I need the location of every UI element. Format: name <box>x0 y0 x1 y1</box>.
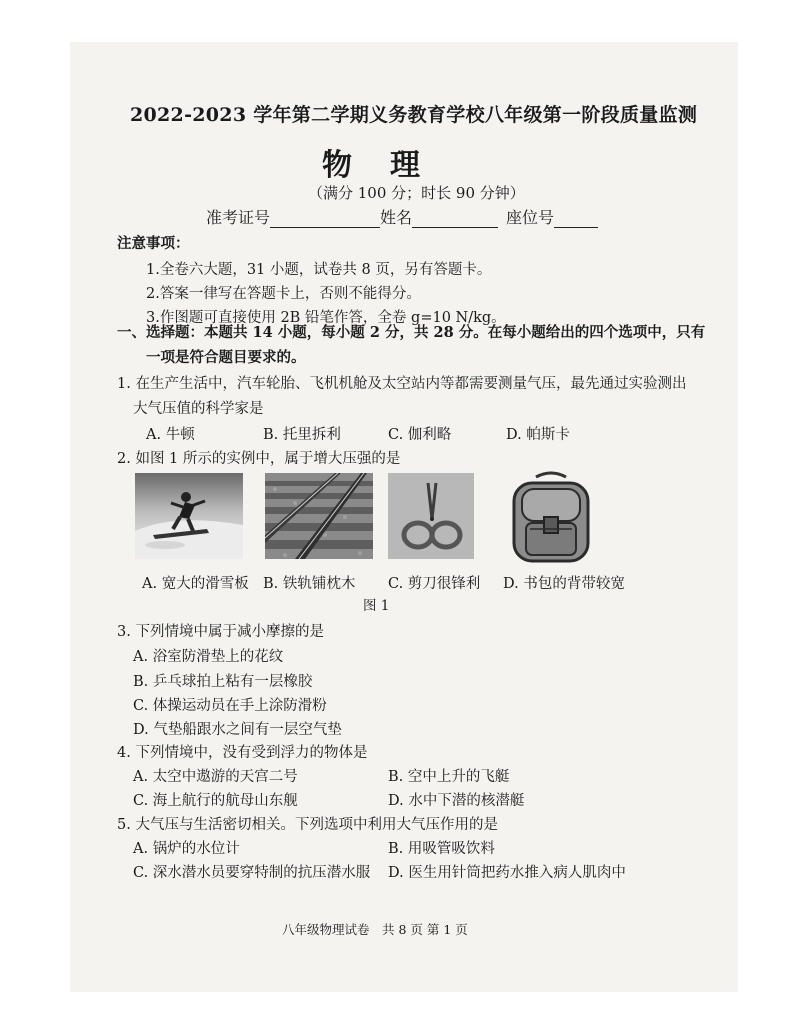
snowboard-image <box>135 473 243 559</box>
q4-option-a: A. 太空中遨游的天宫二号 <box>133 769 298 785</box>
q2-option-c: C. 剪刀很锋利 <box>388 576 481 592</box>
q2-option-a: A. 宽大的滑雪板 <box>142 576 249 592</box>
name-field <box>380 205 498 228</box>
seat-label: 座位号 <box>506 208 555 227</box>
question-3-stem: 3. 下列情境中属于减小摩擦的是 <box>117 624 324 640</box>
backpack-image <box>506 471 596 563</box>
scissors-image <box>388 473 474 559</box>
q2-option-b: B. 铁轨铺枕木 <box>263 576 356 592</box>
exam-title: 2022-2023 学年第二学期义务教育学校八年级第一阶段质量监测 <box>130 104 698 126</box>
notice-item: 2.答案一律写在答题卡上，否则不能得分。 <box>146 286 421 302</box>
q4-option-b: B. 空中上升的飞艇 <box>388 769 510 785</box>
q3-option-d: D. 气垫船跟水之间有一层空气垫 <box>133 722 342 738</box>
question-2-stem: 2. 如图 1 所示的实例中，属于增大压强的是 <box>117 451 401 467</box>
seat-blank <box>554 211 598 228</box>
q5-option-b: B. 用吸管吸饮料 <box>388 841 495 857</box>
question-4-stem: 4. 下列情境中，没有受到浮力的物体是 <box>117 745 368 761</box>
admission-number-label: 准考证号 <box>206 208 271 227</box>
admission-number-blank <box>270 211 380 228</box>
section-heading: 一、选择题：本题共 14 小题，每小题 2 分，共 28 分。在每小题给出的四个选项中，只有 <box>117 324 706 341</box>
question-1-stem: 1. 在生产生活中，汽车轮胎、飞机机舱及太空站内等都需要测量气压，最先通过实验测出 <box>117 376 687 392</box>
full-mark-note: （满分 100 分；时长 90 分钟） <box>308 184 525 202</box>
admission-number-field <box>206 205 380 228</box>
subject-title: 物理 <box>322 148 458 183</box>
railway-sleepers-image <box>265 473 373 559</box>
notice-heading: 注意事项： <box>117 235 190 252</box>
figure-caption: 图 1 <box>363 598 390 614</box>
section-heading-cont: 一项是符合题目要求的。 <box>146 349 306 366</box>
q3-option-c: C. 体操运动员在手上涂防滑粉 <box>133 698 327 714</box>
q2-option-d: D. 书包的背带较宽 <box>503 576 625 592</box>
question-5-stem: 5. 大气压与生活密切相关。下列选项中利用大气压作用的是 <box>117 817 498 833</box>
q1-option-a: A. 牛顿 <box>146 427 195 443</box>
q5-option-d: D. 医生用针筒把药水推入病人肌肉中 <box>388 865 626 881</box>
notice-item: 3.作图题可直接使用 2B 铅笔作答，全卷 g=10 N/kg。 <box>146 310 506 326</box>
question-1-stem-cont: 大气压值的科学家是 <box>133 401 264 417</box>
q1-option-c: C. 伽利略 <box>388 427 452 443</box>
q3-option-b: B. 乒乓球拍上粘有一层橡胶 <box>133 674 313 690</box>
q1-option-d: D. 帕斯卡 <box>506 427 570 443</box>
q3-option-a: A. 浴室防滑垫上的花纹 <box>133 649 284 665</box>
name-blank <box>412 211 498 228</box>
q5-option-a: A. 锅炉的水位计 <box>133 841 240 857</box>
q1-option-b: B. 托里拆利 <box>263 427 341 443</box>
seat-field <box>506 205 598 228</box>
q4-option-d: D. 水中下潜的核潜艇 <box>388 793 525 809</box>
notice-item: 1.全卷六大题，31 小题，试卷共 8 页，另有答题卡。 <box>146 262 492 278</box>
q5-option-c: C. 深水潜水员要穿特制的抗压潜水服 <box>133 865 371 881</box>
q4-option-c: C. 海上航行的航母山东舰 <box>133 793 298 809</box>
name-label: 姓名 <box>380 208 413 227</box>
page-footer: 八年级物理试卷 共 8 页 第 1 页 <box>282 922 468 937</box>
